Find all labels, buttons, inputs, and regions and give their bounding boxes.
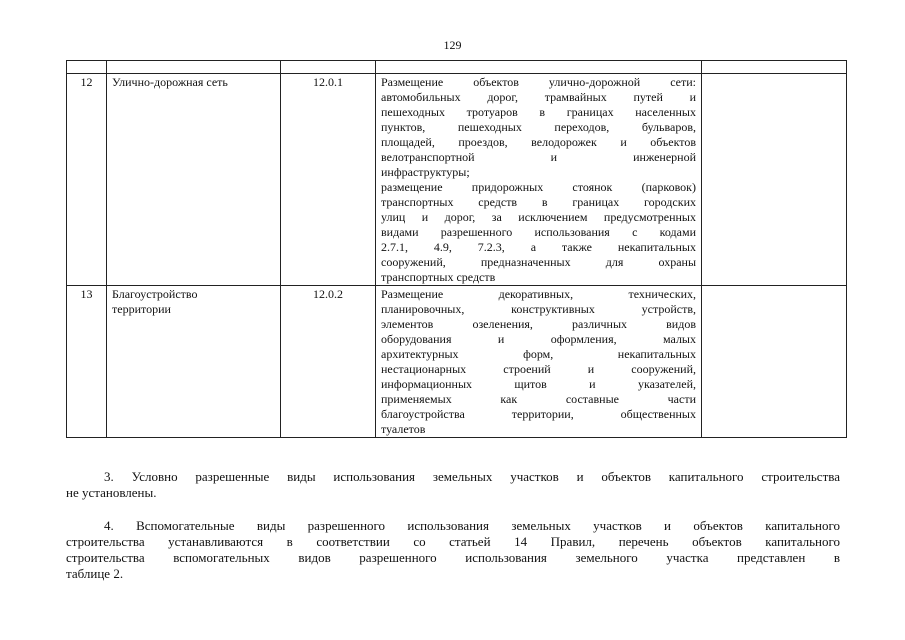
description-line: оборудования и оформления, малых: [381, 332, 696, 346]
description-line: Размещение объектов улично-дорожной сети:: [381, 75, 696, 89]
description-line: улиц и дорог, за исключением предусмотренных: [381, 210, 696, 224]
description-line: инфраструктуры;: [381, 165, 470, 179]
header-cell-note: [702, 61, 847, 74]
description-line: архитектурных форм, некапитальных: [381, 347, 696, 361]
description-line: планировочных, конструктивных устройств,: [381, 302, 696, 316]
header-cell-num: [67, 61, 107, 74]
description-line: применяемых как составные части: [381, 392, 696, 406]
row-note: [702, 286, 847, 438]
paragraph-4: [66, 518, 840, 582]
description-line: площадей, проездов, велодорожек и объектов: [381, 135, 696, 149]
paragraph-line: строительства устанавливаются в соответствии со статьей 14 Правил, перечень объектов капитального: [66, 534, 840, 549]
table-row: [67, 286, 847, 438]
row-description: [376, 286, 702, 438]
description-line: автомобильных дорог, трамвайных путей и: [381, 90, 696, 104]
row-code: 12.0.1: [281, 74, 376, 286]
page-number: 129: [443, 38, 462, 52]
description-line: пешеходных тротуаров в границах населенных: [381, 105, 696, 119]
description-line: нестационарных строений и сооружений,: [381, 362, 696, 376]
land-use-table: [66, 60, 847, 438]
paragraph-3: [66, 469, 840, 501]
table-header-row: [67, 61, 847, 74]
description-line: пунктов, пешеходных переходов, бульваров,: [381, 120, 696, 134]
header-cell-name: [107, 61, 281, 74]
row-name: Улично-дорожная сеть: [107, 74, 281, 286]
description-line: туалетов: [381, 422, 426, 436]
paragraph-line: таблице 2.: [66, 566, 124, 581]
paragraph-line: 3. Условно разрешенные виды использования земельных участков и объектов капитального строительства: [104, 469, 840, 484]
description-line: элементов озеленения, различных видов: [381, 317, 696, 331]
description-line: информационных щитов и указателей,: [381, 377, 696, 391]
paragraph-line: строительства вспомогательных видов разрешенного использования земельного участка представлен в: [66, 550, 840, 565]
description-line: видами разрешенного использования с кодами: [381, 225, 696, 239]
description-line: сооружений, предназначенных для охраны: [381, 255, 696, 269]
description-line: велотранспортной и инженерной: [381, 150, 696, 164]
description-line: размещение придорожных стоянок (парковок): [381, 180, 696, 194]
row-name-line: Благоустройство: [112, 287, 198, 301]
description-line: 2.7.1, 4.9, 7.2.3, а также некапитальных: [381, 240, 696, 254]
row-name: [107, 286, 281, 438]
paragraph-line: 4. Вспомогательные виды разрешенного использования земельных участков и объектов капитального: [104, 518, 840, 533]
paragraph-line: не установлены.: [66, 485, 157, 500]
header-cell-code: [281, 61, 376, 74]
header-cell-description: [376, 61, 702, 74]
row-description: [376, 74, 702, 286]
row-number: 13: [67, 286, 107, 438]
description-line: Размещение декоративных, технических,: [381, 287, 696, 301]
description-line: транспортных средств: [381, 270, 496, 284]
table-row: [67, 74, 847, 286]
row-code: 12.0.2: [281, 286, 376, 438]
description-line: благоустройства территории, общественных: [381, 407, 696, 421]
row-number: 12: [67, 74, 107, 286]
description-line: транспортных средств в границах городских: [381, 195, 696, 209]
row-name-line: территории: [112, 302, 171, 316]
row-note: [702, 74, 847, 286]
